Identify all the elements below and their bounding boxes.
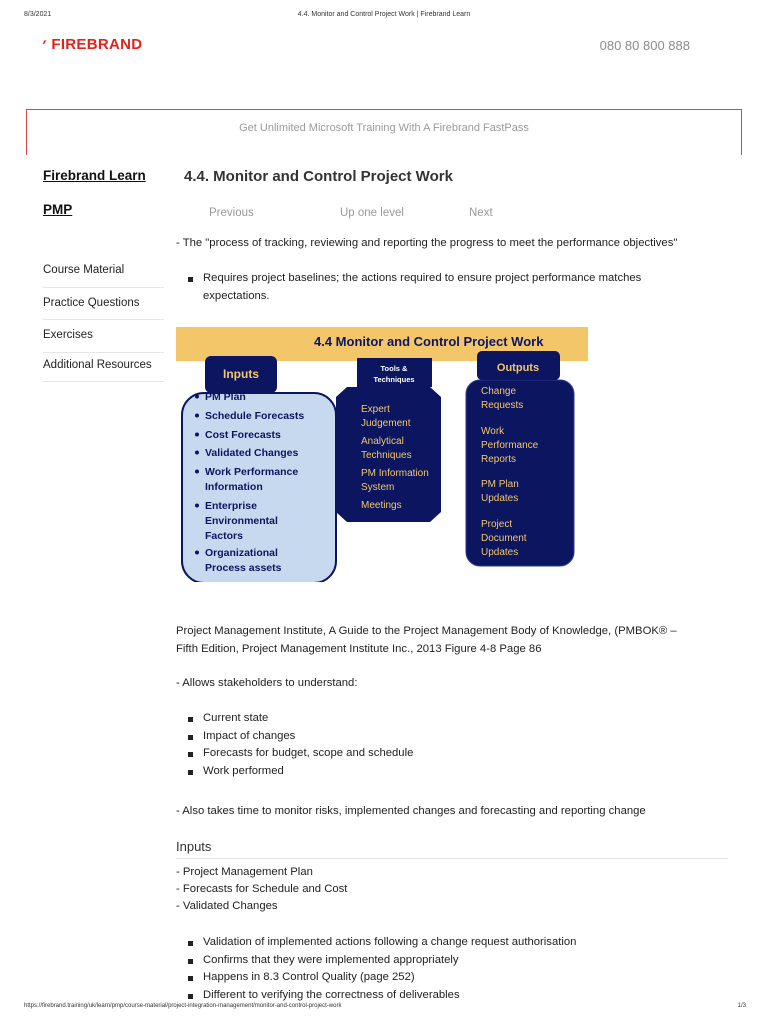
input-line: - Forecasts for Schedule and Cost (176, 883, 348, 895)
validation-list (176, 934, 716, 1004)
input-bullet (195, 470, 199, 474)
input-bullet (195, 433, 199, 437)
print-footer (0, 1003, 768, 1015)
outputs-header: Outputs (496, 362, 540, 374)
diagram-output-item: Performance (481, 440, 539, 451)
diagram-input-item: Factors (205, 530, 243, 542)
diagram-input-item: PM Plan (205, 391, 246, 403)
diagram-tool-item: Judgement (361, 418, 411, 429)
input-line: - Validated Changes (176, 900, 278, 912)
diagram-title: 4.4 Monitor and Control Project Work (314, 334, 544, 349)
stakeholders-intro: - Allows stakeholders to understand: (176, 677, 358, 689)
input-bullet (195, 395, 199, 399)
sidebar-course-link[interactable]: PMP (43, 202, 73, 217)
print-page-number: 1/3 (737, 1003, 746, 1009)
diagram-tool-item: Techniques (361, 450, 412, 461)
diagram-input-item: Process assets (205, 562, 282, 574)
list-item: Current state (176, 710, 696, 728)
list-item: Forecasts for budget, scope and schedule (176, 745, 696, 763)
tools-header-line2: Techniques (373, 375, 415, 384)
process-diagram (176, 327, 588, 582)
diagram-input-item: Cost Forecasts (205, 429, 281, 441)
diagram-output-item: Updates (481, 547, 519, 558)
diagram-input-item: Work Performance (205, 466, 299, 478)
diagram-input-item: Environmental (205, 515, 278, 527)
sidebar-item-practice-questions[interactable]: Practice Questions (43, 288, 164, 321)
list-item: Requires project baselines; the actions required to ensure project performance matches expectations. (176, 270, 696, 305)
print-title: 4.4. Monitor and Control Project Work | Firebrand Learn (297, 11, 471, 18)
inputs-heading: Inputs (176, 839, 212, 854)
diagram-tool-item: Meetings (361, 500, 402, 511)
print-date: 8/3/2021 (24, 11, 52, 18)
tools-header-line1: Tools & (380, 364, 408, 373)
list-item: Impact of changes (176, 728, 696, 746)
divider (176, 858, 728, 859)
diagram-input-item: Organizational (205, 547, 278, 559)
sidebar-item-course-material[interactable]: Course Material (43, 255, 164, 288)
list-item: Work performed (176, 763, 696, 781)
diagram-output-item: Project (481, 519, 513, 530)
promo-banner[interactable] (26, 109, 742, 155)
firebrand-logo[interactable] (39, 36, 143, 53)
brand-bar (0, 36, 768, 58)
next-link[interactable]: Next (469, 207, 493, 219)
flame-icon: ′ (39, 36, 48, 53)
print-header (0, 11, 768, 23)
diagram-output-item: Document (481, 533, 527, 544)
diagram-tool-item: PM Information (361, 468, 429, 479)
citation-line-2: Fifth Edition, Project Management Institute Inc., 2013 Figure 4-8 Page 86 (176, 643, 542, 655)
input-bullet (195, 551, 199, 555)
intro-text: - The "process of tracking, reviewing and reporting the progress to meet the performance objectives" (176, 237, 678, 249)
diagram-input-item: Information (205, 481, 263, 493)
input-bullet (195, 504, 199, 508)
diagram-tool-item: Analytical (361, 436, 404, 447)
diagram-output-item: Reports (481, 454, 517, 465)
phone-number[interactable]: 080 80 800 888 (599, 38, 690, 53)
inputs-header: Inputs (223, 367, 259, 381)
sidebar-item-exercises[interactable]: Exercises (43, 320, 164, 353)
sidebar-item-additional-resources[interactable]: Additional Resources (43, 353, 164, 382)
list-item: Confirms that they were implemented appropriately (176, 952, 716, 970)
diagram-tool-item: System (361, 482, 395, 493)
page-title: 4.4. Monitor and Control Project Work (184, 168, 453, 185)
diagram-input-item: Schedule Forecasts (205, 410, 305, 422)
diagram-output-item: Updates (481, 493, 519, 504)
sidebar-title-link[interactable]: Firebrand Learn (43, 168, 146, 183)
list-item: Validation of implemented actions following a change request authorisation (176, 934, 716, 952)
logo-text: FIREBRAND (51, 36, 143, 53)
diagram-tool-item: Expert (361, 404, 390, 415)
diagram-output-item: Work (481, 426, 505, 437)
input-bullet (195, 451, 199, 455)
diagram-output-item: PM Plan (481, 479, 519, 490)
stakeholder-list (176, 710, 696, 780)
diagram-output-item: Requests (481, 400, 524, 411)
list-item: Different to verifying the correctness of deliverables (176, 987, 716, 1005)
monitor-note: - Also takes time to monitor risks, implemented changes and forecasting and reporting change (176, 805, 646, 817)
previous-link[interactable]: Previous (209, 207, 254, 219)
intro-bullet-list (176, 270, 696, 305)
print-url: https://firebrand.training/uk/learn/pmp/course-material/project-integration-management/monitor-and-control-project-work (24, 1003, 342, 1009)
diagram-input-item: Enterprise (205, 500, 257, 512)
citation-line-1: Project Management Institute, A Guide to the Project Management Body of Knowledge, (PMBOK® – (176, 625, 677, 637)
input-line: - Project Management Plan (176, 866, 313, 878)
input-bullet (195, 414, 199, 418)
diagram-input-item: Validated Changes (205, 447, 299, 459)
diagram-output-item: Change (481, 386, 517, 397)
up-one-level-link[interactable]: Up one level (340, 207, 404, 219)
sidebar-menu (43, 255, 164, 382)
promo-banner-text: Get Unlimited Microsoft Training With A Firebrand FastPass (239, 122, 529, 134)
list-item: Happens in 8.3 Control Quality (page 252) (176, 969, 716, 987)
